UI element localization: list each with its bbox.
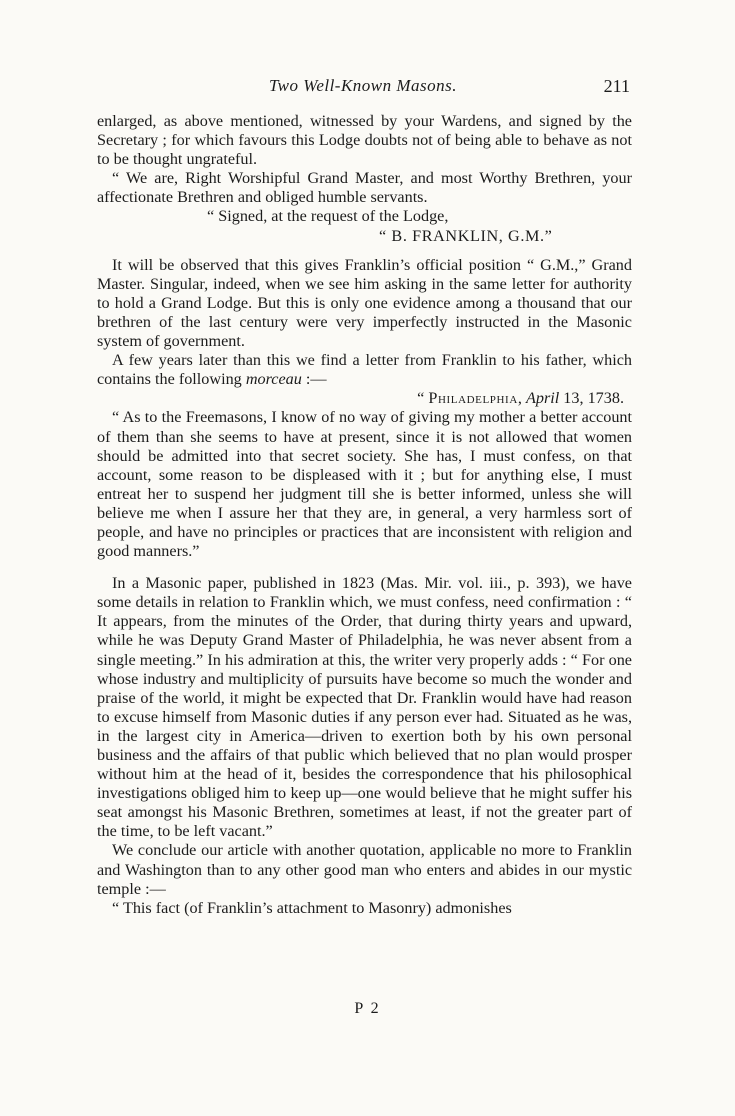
paragraph-letter-continuation: enlarged, as above mentioned, witnessed by your Wardens, and signed by the Secretary ; for which favours this Lodge doubts not of being able to behave as not to be thought ungrateful. — [97, 112, 632, 169]
paragraph-letter-intro — [97, 351, 632, 389]
signature-name: “ B. FRANKLIN, G.M.” — [379, 226, 553, 245]
page-header — [96, 76, 630, 100]
dateline-month: April — [525, 389, 560, 408]
signature-mark: P 2 — [354, 1000, 381, 1017]
paragraph-masonic-paper: In a Masonic paper, published in 1823 (Mas. Mir. vol. iii., p. 393), we have some details in relation to Franklin which, we must confess, need confirmation : “ It appears, from the minutes of the Order, that during thirty years and upward, while he was Deputy Grand Master of Philadelphia, he was never absent from a single meeting.” In his admiration at this, the writer very properly adds : “ For one whose industry and multiplicity of pursuits have become so much the wonder and praise of the world, it might be expected that Dr. Franklin would have had reason to excuse himself from Masonic duties if any person ever had. Situated as he was, in the largest city in America—driven to exertion both by his own personal business and the affairs of that public which believed that no plan would prosper without him at the head of it, besides the correspondence that his philosophical investigations obliged him to keep up—one would believe that he might suffer his seat amongst his Masonic Brethren, sometimes at least, if not the greater part of the time, to be left vacant.” — [97, 574, 632, 841]
dateline-sep: , — [517, 389, 526, 408]
paragraph-letter-closing: “ We are, Right Worshipful Grand Master, and most Worthy Brethren, your affectionate Brethren and obliged humble servants. — [97, 169, 632, 207]
page-number: 211 — [603, 76, 630, 96]
paragraph-commentary: It will be observed that this gives Franklin’s official position “ G.M.,” Grand Master. Singular, indeed, when we see him asking in the same letter for authority to hold a Grand Lodge. But this is only one evidence among a thousand that our brethren of the last century were very imperfectly instructed in the Masonic system of government. — [97, 255, 632, 351]
signature-line: “ Signed, at the request of the Lodge, — [207, 207, 449, 226]
letter-dateline — [97, 389, 632, 408]
dateline-place: Philadelphia — [428, 389, 518, 408]
intro-italic: morceau — [245, 370, 302, 389]
intro-end: :— — [301, 370, 327, 389]
running-title: Two Well-Known Masons. — [268, 76, 458, 95]
paragraph-franklin-letter: “ As to the Freemasons, I know of no way of giving my mother a better account of them than she seems to have at present, since it is not allowed that women should be admitted into that secret society. She has, I must confess, on that account, some reason to be displeased with it ; but for anything else, I must entreat her to suspend her judgment till she is better informed, unless she will believe me when I assure her that they are, in general, a very harmless sort of people, and have no principles or practices that are inconsistent with religion and good manners.” — [97, 408, 632, 561]
paragraph-conclusion: We conclude our article with another quotation, applicable no more to Franklin and Washington than to any other good man who enters and abides in our mystic temple :— — [97, 841, 632, 898]
body-text — [97, 112, 632, 918]
paragraph-final-quote: “ This fact (of Franklin’s attachment to Masonry) admonishes — [112, 898, 512, 917]
intro-text: A few years later than this we find a letter from Franklin to his father, which contains the following — [97, 351, 632, 389]
dateline-open: “ — [417, 389, 429, 408]
dateline-end: 13, 1738. — [559, 389, 624, 408]
